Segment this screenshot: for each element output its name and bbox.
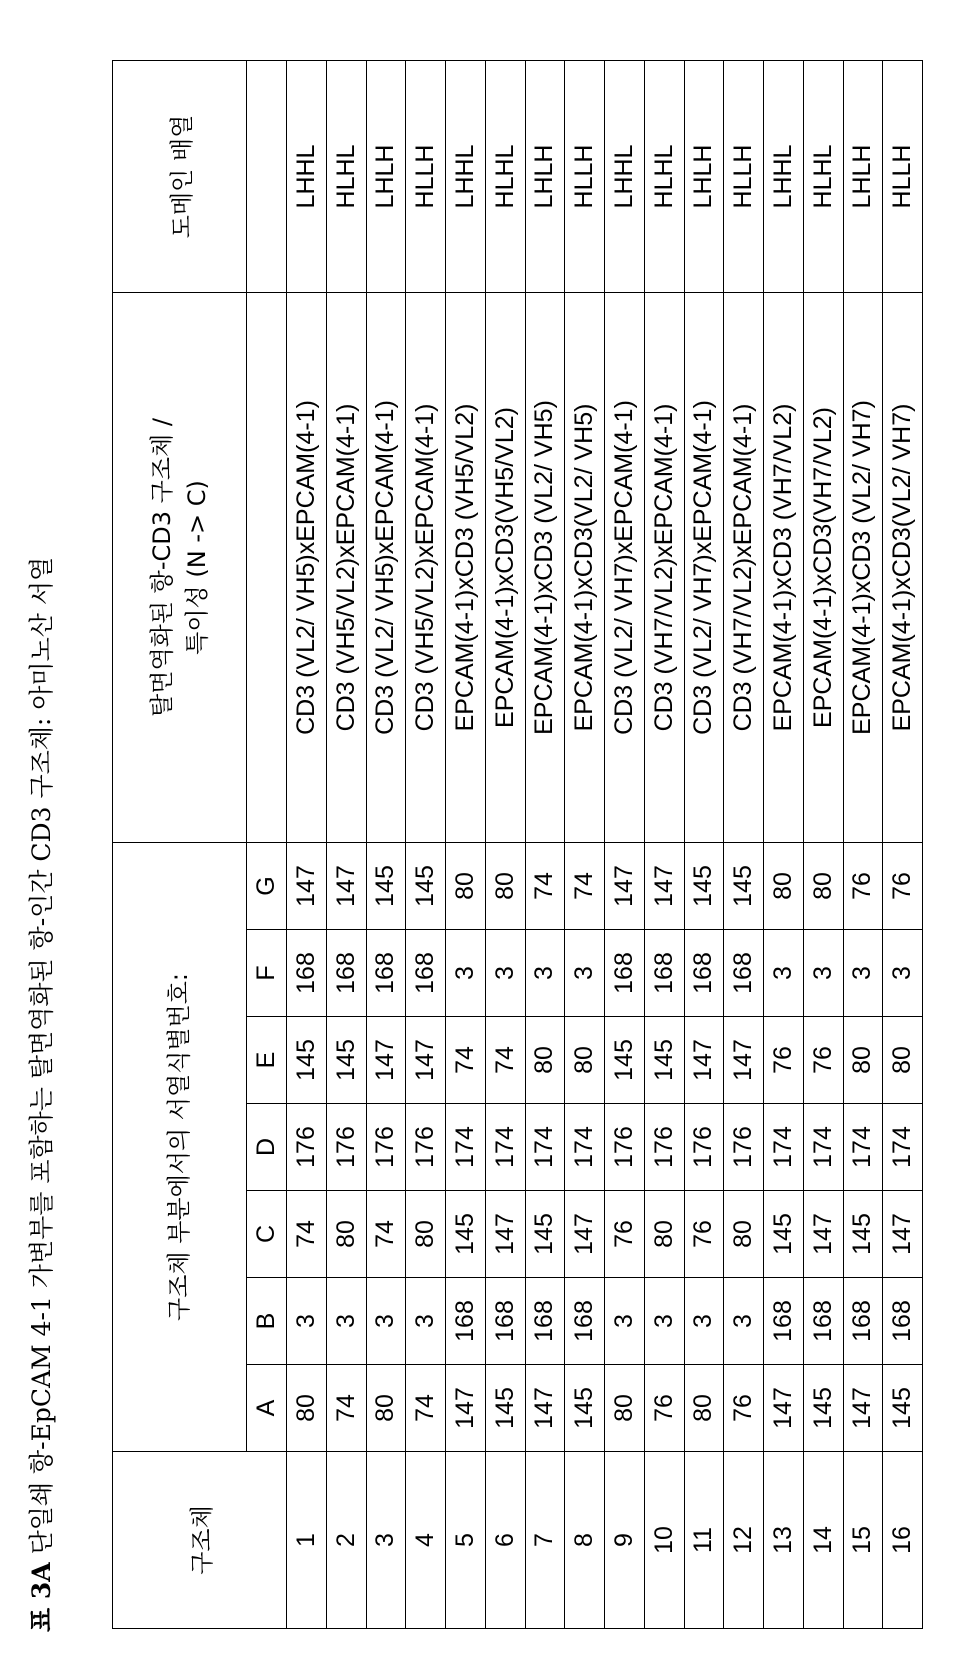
seq-id-part-c: 145: [446, 1191, 486, 1278]
seq-id-part-c: 147: [485, 1191, 525, 1278]
table-row: [724, 60, 764, 1628]
seq-id-part-e: 145: [287, 1017, 327, 1104]
seq-id-part-b: 168: [883, 1278, 923, 1365]
seq-id-part-f: 168: [684, 930, 724, 1017]
seq-id-part-b: 168: [565, 1278, 605, 1365]
specificity: CD3 (VH7/VL2)xEPCAM(4-1): [724, 292, 764, 842]
header-construct: 구조체: [113, 1452, 287, 1629]
seq-id-part-d: 174: [525, 1104, 565, 1191]
header-part-g: G: [247, 842, 287, 929]
seq-id-part-c: 80: [644, 1191, 684, 1278]
seq-id-part-f: 168: [724, 930, 764, 1017]
seq-id-part-e: 74: [446, 1017, 486, 1104]
sequence-table: [112, 60, 923, 1629]
seq-id-part-d: 176: [724, 1104, 764, 1191]
seq-id-part-a: 145: [883, 1365, 923, 1452]
seq-id-part-c: 147: [565, 1191, 605, 1278]
seq-id-part-c: 74: [287, 1191, 327, 1278]
seq-id-part-c: 76: [684, 1191, 724, 1278]
construct-number: 4: [406, 1452, 446, 1629]
seq-id-part-g: 145: [684, 842, 724, 929]
table-row: [883, 60, 923, 1628]
seq-id-part-e: 145: [605, 1017, 645, 1104]
seq-id-part-c: 76: [605, 1191, 645, 1278]
seq-id-part-f: 168: [406, 930, 446, 1017]
seq-id-part-b: 3: [644, 1278, 684, 1365]
seq-id-part-f: 3: [803, 930, 843, 1017]
seq-id-part-g: 80: [485, 842, 525, 929]
seq-id-part-g: 74: [525, 842, 565, 929]
seq-id-part-b: 3: [326, 1278, 366, 1365]
domain-arrangement: HLLH: [565, 60, 605, 292]
header-part-d: D: [247, 1104, 287, 1191]
domain-arrangement: LHLH: [843, 60, 883, 292]
seq-id-part-d: 176: [366, 1104, 406, 1191]
seq-id-part-a: 145: [565, 1365, 605, 1452]
seq-id-part-e: 145: [644, 1017, 684, 1104]
seq-id-part-b: 168: [843, 1278, 883, 1365]
seq-id-part-b: 168: [485, 1278, 525, 1365]
seq-id-part-a: 147: [446, 1365, 486, 1452]
table-row: [287, 60, 327, 1628]
seq-id-part-f: 3: [843, 930, 883, 1017]
seq-id-part-e: 80: [883, 1017, 923, 1104]
seq-id-part-b: 3: [684, 1278, 724, 1365]
header-specificity: [113, 292, 247, 842]
domain-arrangement: HLHL: [485, 60, 525, 292]
seq-id-part-c: 147: [883, 1191, 923, 1278]
domain-arrangement: HLLH: [406, 60, 446, 292]
specificity: EPCAM(4-1)xCD3(VH5/VL2): [485, 292, 525, 842]
header-domain-arrangement: 도메인 배열: [113, 60, 247, 292]
table-row: [764, 60, 804, 1628]
seq-id-part-g: 147: [644, 842, 684, 929]
table-row: [565, 60, 605, 1628]
specificity: EPCAM(4-1)xCD3 (VL2/ VH7): [843, 292, 883, 842]
seq-id-part-a: 145: [485, 1365, 525, 1452]
table-body: [287, 60, 923, 1628]
table-row: [605, 60, 645, 1628]
specificity: CD3 (VL2/ VH5)xEPCAM(4-1): [287, 292, 327, 842]
seq-id-part-g: 145: [724, 842, 764, 929]
seq-id-part-d: 174: [565, 1104, 605, 1191]
seq-id-part-a: 147: [843, 1365, 883, 1452]
seq-id-part-g: 147: [605, 842, 645, 929]
seq-id-part-e: 145: [326, 1017, 366, 1104]
header-specificity-blank: [247, 292, 287, 842]
seq-id-part-f: 3: [883, 930, 923, 1017]
seq-id-part-a: 76: [644, 1365, 684, 1452]
seq-id-part-d: 174: [883, 1104, 923, 1191]
seq-id-part-d: 174: [764, 1104, 804, 1191]
header-seq-ids-group: 구조체 부분에서의 서열식별번호:: [113, 842, 247, 1451]
seq-id-part-g: 74: [565, 842, 605, 929]
seq-id-part-a: 74: [406, 1365, 446, 1452]
specificity: EPCAM(4-1)xCD3(VL2/ VH7): [883, 292, 923, 842]
seq-id-part-d: 176: [684, 1104, 724, 1191]
seq-id-part-g: 80: [803, 842, 843, 929]
construct-number: 15: [843, 1452, 883, 1629]
seq-id-part-d: 176: [644, 1104, 684, 1191]
construct-number: 5: [446, 1452, 486, 1629]
seq-id-part-e: 80: [565, 1017, 605, 1104]
seq-id-part-b: 3: [605, 1278, 645, 1365]
seq-id-part-a: 145: [803, 1365, 843, 1452]
construct-number: 2: [326, 1452, 366, 1629]
header-parts-row: [247, 60, 287, 1628]
seq-id-part-e: 74: [485, 1017, 525, 1104]
seq-id-part-e: 147: [724, 1017, 764, 1104]
specificity: CD3 (VL2/ VH5)xEPCAM(4-1): [366, 292, 406, 842]
seq-id-part-e: 147: [366, 1017, 406, 1104]
construct-number: 14: [803, 1452, 843, 1629]
seq-id-part-a: 80: [287, 1365, 327, 1452]
domain-arrangement: HLLH: [724, 60, 764, 292]
seq-id-part-c: 80: [724, 1191, 764, 1278]
specificity: CD3 (VL2/ VH7)xEPCAM(4-1): [684, 292, 724, 842]
table-row: [684, 60, 724, 1628]
seq-id-part-g: 76: [843, 842, 883, 929]
construct-number: 1: [287, 1452, 327, 1629]
specificity: EPCAM(4-1)xCD3(VL2/ VH5): [565, 292, 605, 842]
specificity: EPCAM(4-1)xCD3(VH7/VL2): [803, 292, 843, 842]
seq-id-part-e: 76: [803, 1017, 843, 1104]
table-row: [644, 60, 684, 1628]
header-specificity-line2: 특이성 (N -> C): [182, 480, 211, 655]
seq-id-part-c: 80: [406, 1191, 446, 1278]
table-title-text: 단일쇄 항-EpCAM 4-1 가변부를 포함하는 탈면역화된 항-인간 CD3 구조체: 아미노산 서열: [27, 556, 56, 1555]
construct-number: 9: [605, 1452, 645, 1629]
seq-id-part-a: 80: [366, 1365, 406, 1452]
domain-arrangement: HLHL: [644, 60, 684, 292]
seq-id-part-d: 174: [446, 1104, 486, 1191]
seq-id-part-g: 80: [446, 842, 486, 929]
seq-id-part-a: 147: [764, 1365, 804, 1452]
seq-id-part-f: 168: [326, 930, 366, 1017]
seq-id-part-f: 3: [525, 930, 565, 1017]
seq-id-part-f: 3: [764, 930, 804, 1017]
seq-id-part-f: 3: [565, 930, 605, 1017]
seq-id-part-c: 147: [803, 1191, 843, 1278]
domain-arrangement: LHHL: [764, 60, 804, 292]
seq-id-part-b: 168: [446, 1278, 486, 1365]
seq-id-part-f: 3: [446, 930, 486, 1017]
seq-id-part-b: 168: [803, 1278, 843, 1365]
seq-id-part-c: 145: [525, 1191, 565, 1278]
seq-id-part-a: 147: [525, 1365, 565, 1452]
table-row: [326, 60, 366, 1628]
seq-id-part-f: 168: [366, 930, 406, 1017]
construct-number: 10: [644, 1452, 684, 1629]
header-row: [113, 60, 247, 1628]
specificity: CD3 (VL2/ VH7)xEPCAM(4-1): [605, 292, 645, 842]
domain-arrangement: HLHL: [803, 60, 843, 292]
seq-id-part-g: 145: [366, 842, 406, 929]
domain-arrangement: HLHL: [326, 60, 366, 292]
table-row: [803, 60, 843, 1628]
table-row: [366, 60, 406, 1628]
seq-id-part-a: 74: [326, 1365, 366, 1452]
domain-arrangement: LHLH: [684, 60, 724, 292]
seq-id-part-f: 3: [485, 930, 525, 1017]
table-caption: [22, 556, 62, 1632]
construct-number: 11: [684, 1452, 724, 1629]
seq-id-part-d: 176: [287, 1104, 327, 1191]
seq-id-part-a: 76: [724, 1365, 764, 1452]
table-row: [485, 60, 525, 1628]
seq-id-part-e: 147: [684, 1017, 724, 1104]
construct-number: 8: [565, 1452, 605, 1629]
construct-number: 7: [525, 1452, 565, 1629]
seq-id-part-e: 76: [764, 1017, 804, 1104]
construct-number: 12: [724, 1452, 764, 1629]
header-specificity-line1: 탈면역화된 항-CD3 구조체 /: [147, 418, 176, 717]
header-part-f: F: [247, 930, 287, 1017]
header-domain-blank: [247, 60, 287, 292]
seq-id-part-f: 168: [287, 930, 327, 1017]
seq-id-part-b: 3: [287, 1278, 327, 1365]
construct-number: 6: [485, 1452, 525, 1629]
table-row: [446, 60, 486, 1628]
domain-arrangement: LHHL: [605, 60, 645, 292]
specificity: EPCAM(4-1)xCD3 (VL2/ VH5): [525, 292, 565, 842]
header-part-b: B: [247, 1278, 287, 1365]
seq-id-part-b: 3: [406, 1278, 446, 1365]
seq-id-part-d: 174: [485, 1104, 525, 1191]
seq-id-part-f: 168: [605, 930, 645, 1017]
domain-arrangement: LHHL: [287, 60, 327, 292]
seq-id-part-d: 176: [326, 1104, 366, 1191]
specificity: EPCAM(4-1)xCD3 (VH7/VL2): [764, 292, 804, 842]
seq-id-part-a: 80: [684, 1365, 724, 1452]
seq-id-part-g: 147: [326, 842, 366, 929]
table-number: 표 3A: [27, 1562, 56, 1632]
construct-number: 3: [366, 1452, 406, 1629]
seq-id-part-e: 80: [843, 1017, 883, 1104]
seq-id-part-f: 168: [644, 930, 684, 1017]
seq-id-part-c: 80: [326, 1191, 366, 1278]
specificity: CD3 (VH5/VL2)xEPCAM(4-1): [326, 292, 366, 842]
table-row: [525, 60, 565, 1628]
domain-arrangement: LHHL: [446, 60, 486, 292]
seq-id-part-d: 174: [843, 1104, 883, 1191]
seq-id-part-b: 3: [366, 1278, 406, 1365]
seq-id-part-a: 80: [605, 1365, 645, 1452]
seq-id-part-b: 168: [525, 1278, 565, 1365]
header-part-c: C: [247, 1191, 287, 1278]
seq-id-part-d: 174: [803, 1104, 843, 1191]
seq-id-part-c: 74: [366, 1191, 406, 1278]
table-row: [843, 60, 883, 1628]
seq-id-part-g: 80: [764, 842, 804, 929]
specificity: EPCAM(4-1)xCD3 (VH5/VL2): [446, 292, 486, 842]
construct-number: 16: [883, 1452, 923, 1629]
seq-id-part-e: 147: [406, 1017, 446, 1104]
table-row: [406, 60, 446, 1628]
domain-arrangement: LHLH: [525, 60, 565, 292]
domain-arrangement: HLLH: [883, 60, 923, 292]
seq-id-part-d: 176: [406, 1104, 446, 1191]
specificity: CD3 (VH7/VL2)xEPCAM(4-1): [644, 292, 684, 842]
seq-id-part-g: 145: [406, 842, 446, 929]
header-part-a: A: [247, 1365, 287, 1452]
seq-id-part-d: 176: [605, 1104, 645, 1191]
seq-id-part-e: 80: [525, 1017, 565, 1104]
seq-id-part-g: 76: [883, 842, 923, 929]
construct-number: 13: [764, 1452, 804, 1629]
seq-id-part-c: 145: [764, 1191, 804, 1278]
seq-id-part-g: 147: [287, 842, 327, 929]
seq-id-part-b: 168: [764, 1278, 804, 1365]
seq-id-part-b: 3: [724, 1278, 764, 1365]
seq-id-part-c: 145: [843, 1191, 883, 1278]
sequence-table-container: [112, 61, 922, 1629]
specificity: CD3 (VH5/VL2)xEPCAM(4-1): [406, 292, 446, 842]
domain-arrangement: LHLH: [366, 60, 406, 292]
header-part-e: E: [247, 1017, 287, 1104]
